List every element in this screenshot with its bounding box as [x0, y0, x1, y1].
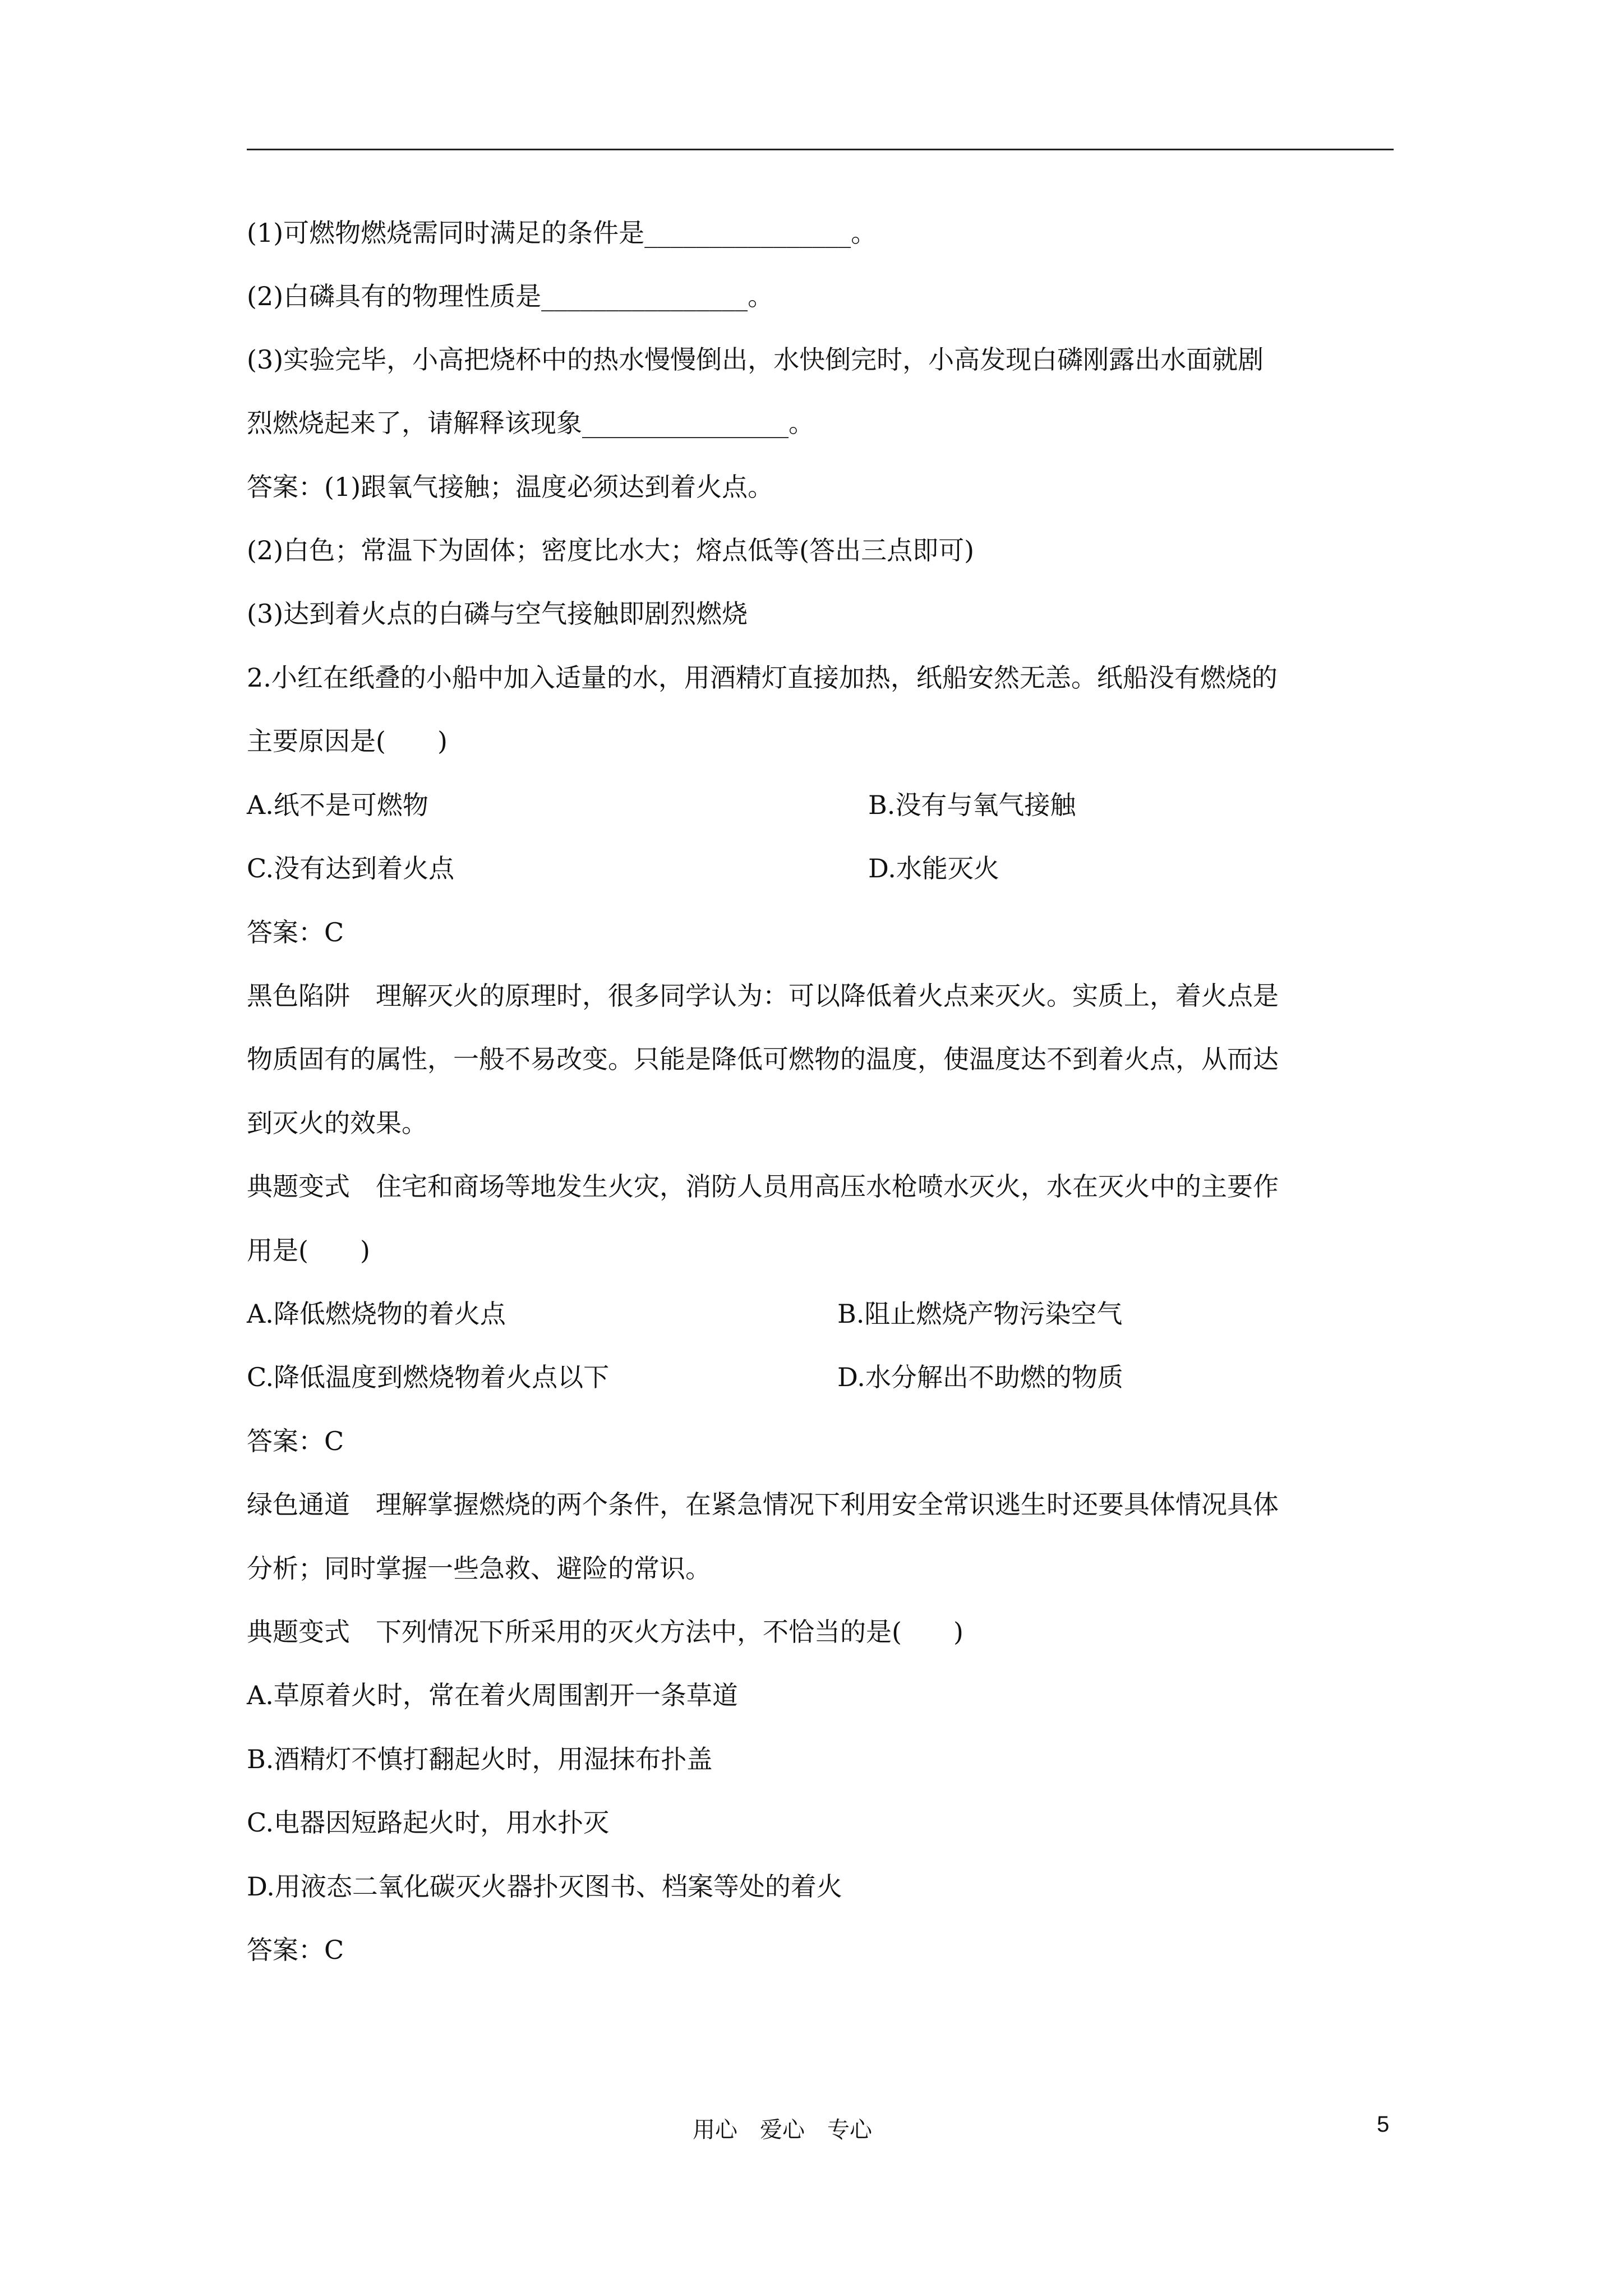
q1-answer2: (2)白色；常温下为固体；密度比水大；熔点低等(答出三点即可) [247, 535, 975, 565]
trap-line2: 物质固有的属性，一般不易改变。只能是降低可燃物的温度，使温度达不到着火点，从而达 [247, 1044, 1279, 1074]
variant2-option-b: B.酒精灯不慎打翻起火时，用湿抹布扑盖 [247, 1744, 713, 1774]
q1-sub3-line1: (3)实验完毕，小高把烧杯中的热水慢慢倒出，水快倒完时，小高发现白磷刚露出水面就剧 [247, 344, 1264, 375]
variant1-option-d: D.水分解出不助燃的物质 [837, 1362, 1123, 1392]
footer-motto: 用心 爱心 专心 [693, 2117, 872, 2143]
variant2-option-a: A.草原着火时，常在着火周围割开一条草道 [247, 1680, 738, 1710]
variant1-option-a: A.降低燃烧物的着火点 [247, 1299, 506, 1329]
q1-sub2: (2)白磷具有的物理性质是________________。 [247, 281, 774, 311]
trap-line1: 黑色陷阱 理解灭火的原理时，很多同学认为：可以降低着火点来灭火。实质上，着火点是 [247, 981, 1279, 1011]
header-rule [247, 149, 1394, 150]
trap-line3: 到灭火的效果。 [247, 1108, 427, 1138]
q2-option-c: C.没有达到着火点 [247, 853, 455, 884]
q2-stem-line1: 2.小红在纸叠的小船中加入适量的水，用酒精灯直接加热，纸船安然无恙。纸船没有燃烧的 [247, 662, 1278, 693]
variant2-answer: 答案：C [247, 1935, 344, 1965]
q2-option-b: B.没有与氧气接触 [868, 790, 1076, 820]
q2-answer: 答案：C [247, 917, 344, 947]
q2-option-d: D.水能灭火 [868, 853, 999, 884]
green-line1: 绿色通道 理解掌握燃烧的两个条件，在紧急情况下利用安全常识逃生时还要具体情况具体 [247, 1489, 1279, 1520]
q1-sub1: (1)可燃物燃烧需同时满足的条件是________________。 [247, 218, 877, 248]
green-line2: 分析；同时掌握一些急救、避险的常识。 [247, 1553, 711, 1584]
variant2-stem: 典题变式 下列情况下所采用的灭火方法中，不恰当的是( ) [247, 1617, 963, 1647]
variant1-option-b: B.阻止燃烧产物污染空气 [837, 1299, 1123, 1329]
variant2-option-d: D.用液态二氧化碳灭火器扑灭图书、档案等处的着火 [247, 1871, 842, 1902]
q2-stem-line2: 主要原因是( ) [247, 726, 448, 756]
variant1-answer: 答案：C [247, 1426, 344, 1456]
variant1-stem-line1: 典题变式 住宅和商场等地发生火灾，消防人员用高压水枪喷水灭火，水在灭火中的主要作 [247, 1171, 1279, 1202]
variant1-option-c: C.降低温度到燃烧物着火点以下 [247, 1362, 610, 1392]
variant2-option-c: C.电器因短路起火时，用水扑灭 [247, 1807, 610, 1838]
q1-sub3-line2: 烈燃烧起来了，请解释该现象________________。 [247, 408, 814, 438]
q1-answer3: (3)达到着火点的白磷与空气接触即剧烈燃烧 [247, 599, 748, 629]
page-number: 5 [1377, 2112, 1390, 2137]
variant1-stem-line2: 用是( ) [247, 1235, 370, 1266]
q2-option-a: A.纸不是可燃物 [247, 790, 428, 820]
q1-answer1: 答案：(1)跟氧气接触；温度必须达到着火点。 [247, 472, 774, 502]
